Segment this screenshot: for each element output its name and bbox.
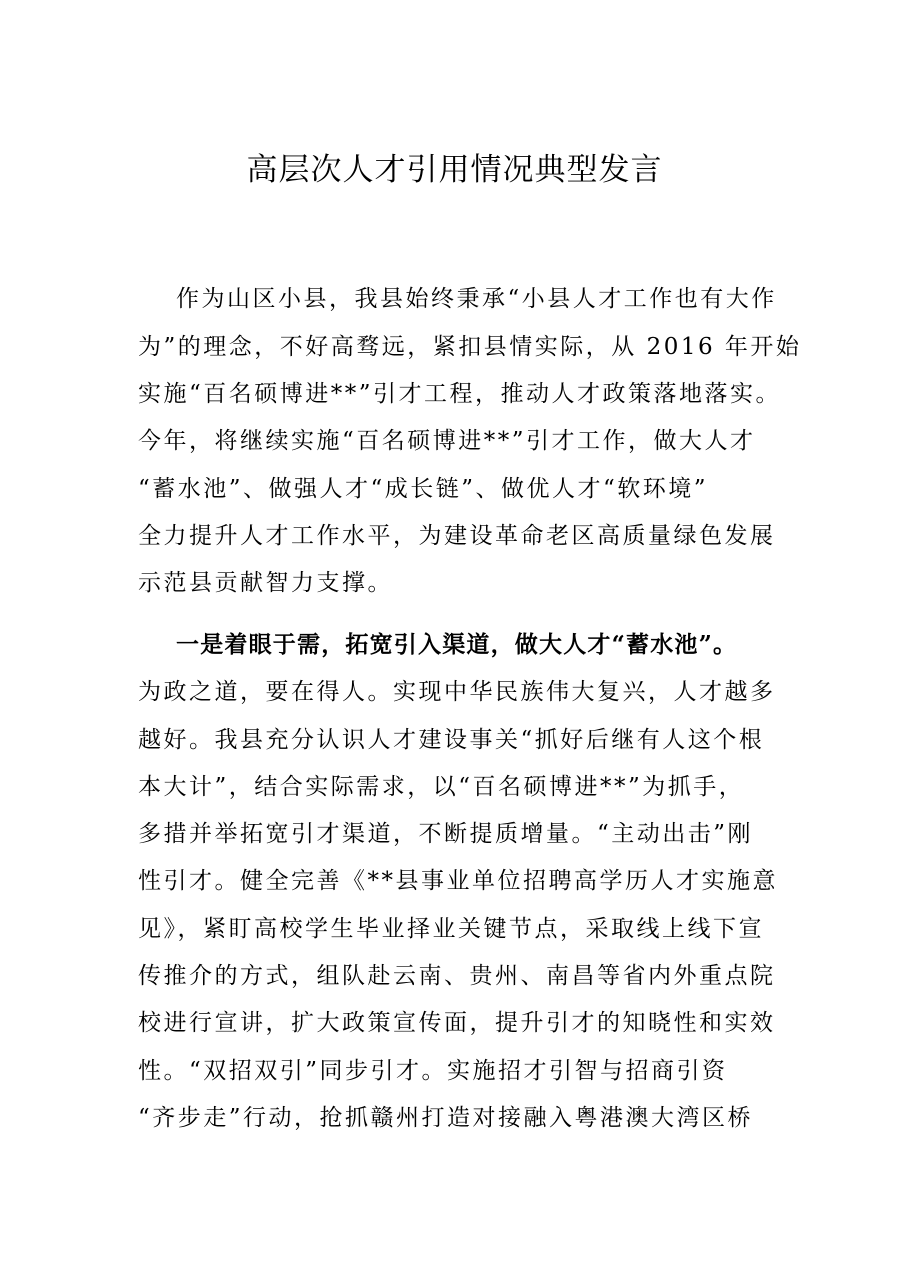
paragraph-line: 性。“双招双引”同步引才。实施招才引智与招商引资 xyxy=(138,1058,728,1084)
paragraph-line: 性引才。健全完善《**县事业单位招聘高学历人才实施意 xyxy=(138,868,778,894)
paragraph-line: 越好。我县充分认识人才建设事关“抓好后继有人这个根 xyxy=(138,727,765,753)
paragraph-line: 全力提升人才工作水平，为建设革命老区高质量绿色发展 xyxy=(138,523,776,549)
paragraph-line: 示范县贡献智力支撑。 xyxy=(138,570,393,596)
paragraph-line: 为政之道，要在得人。实现中华民族伟大复兴，人才越多 xyxy=(138,679,776,705)
paragraph-line: 作为山区小县，我县始终秉承“小县人才工作也有大作 xyxy=(176,286,777,312)
paragraph-line: 见》，紧盯高校学生毕业择业关键节点，采取线上线下宣 xyxy=(138,916,764,942)
document-title: 高层次人才引用情况典型发言 xyxy=(246,152,663,188)
section-heading: 一是着眼于需，拓宽引入渠道，做大人才“蓄水池”。 xyxy=(176,631,738,658)
paragraph-line: 为”的理念，不好高骛远，紧扣县情实际，从 2016 年开始 xyxy=(138,334,802,360)
paragraph-line: 今年，将继续实施“百名硕博进**”引才工作，做大人才 xyxy=(138,428,756,454)
paragraph-line: “蓄水池”、做强人才“成长链”、做优人才“软环境” xyxy=(138,476,709,502)
paragraph-line: 校进行宣讲，扩大政策宣传面，提升引才的知晓性和实效 xyxy=(138,1010,776,1036)
paragraph-line: 实施“百名硕博进**”引才工程，推动人才政策落地落实。 xyxy=(138,381,782,407)
paragraph-line: 本大计”，结合实际需求，以“百名硕博进**”为抓手， xyxy=(138,774,745,800)
paragraph-line: 多措并举拓宽引才渠道，不断提质增量。“主动出击”刚 xyxy=(138,821,754,847)
paragraph-line: 传推介的方式，组队赴云南、贵州、南昌等省内外重点院 xyxy=(138,963,776,989)
paragraph-line: “齐步走”行动，抢抓赣州打造对接融入粤港澳大湾区桥 xyxy=(138,1105,754,1131)
